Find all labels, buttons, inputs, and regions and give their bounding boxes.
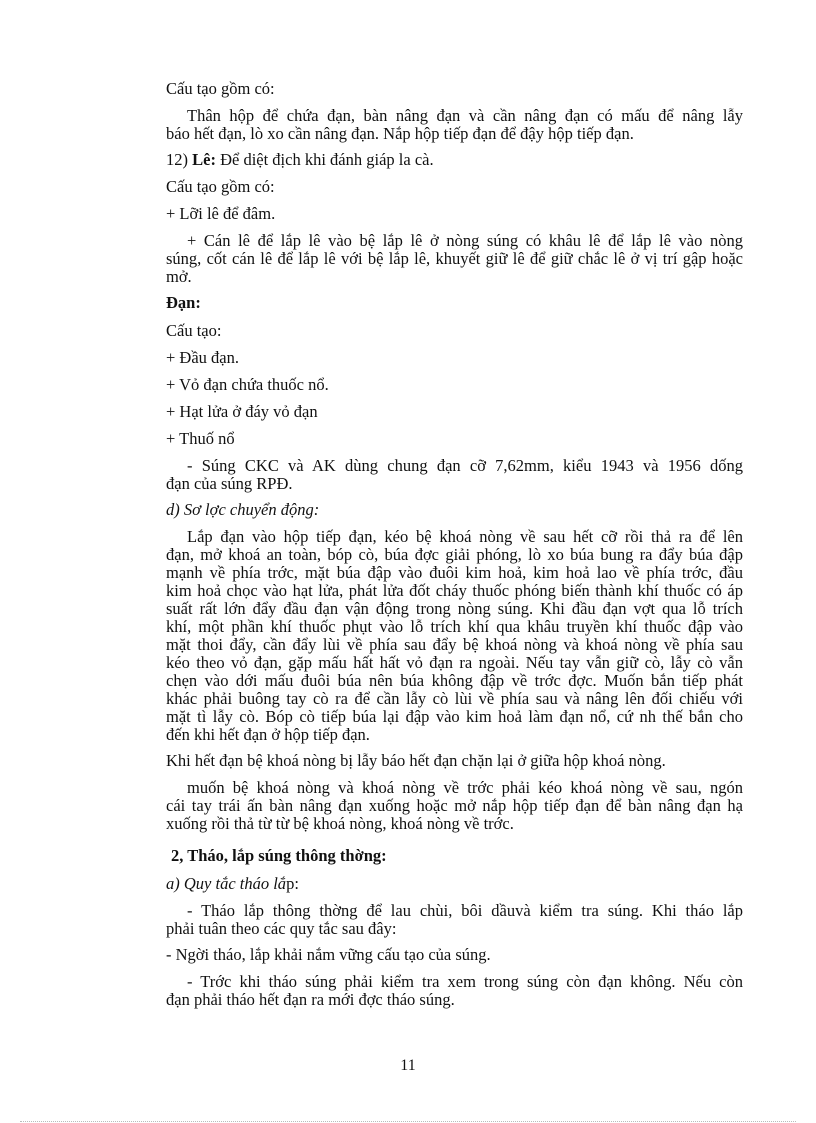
text-line: mở. xyxy=(166,267,192,286)
text-line: mạnh về phía trớc, mặt búa đập vào đuôi kim hoả, kim hoả lao về phía trớc, đầu xyxy=(166,563,743,582)
paragraph xyxy=(145,376,743,394)
paragraph xyxy=(145,946,743,964)
text-line: khí, một phần khí thuốc phụt vào lỗ trích khí qua khâu truyền khí thuốc đập vào xyxy=(166,617,743,636)
paragraph xyxy=(145,205,743,223)
text-line: + Đầu đạn. xyxy=(166,348,239,367)
text-line: muốn bệ khoá nòng và khoá nòng về trớc phải kéo khoá nòng về sau, ngón xyxy=(187,778,743,797)
text-line: phải tuân theo các quy tắc sau đây: xyxy=(166,919,397,938)
paragraph xyxy=(145,973,743,1009)
paragraph xyxy=(145,528,743,744)
text-line: đạn phải tháo hết đạn ra mới đợc tháo súng. xyxy=(166,990,455,1009)
text-line: Lắp đạn vào hộp tiếp đạn, kéo bệ khoá nòng về sau hết cỡ rồi thả ra để lên xyxy=(187,527,743,546)
heading-text: p: xyxy=(286,874,299,893)
text-line: kéo theo vỏ đạn, gặp mấu hất hất vỏ đạn ra ngoài. Nếu tay vẫn giữ cò, lẫy cò vẫn xyxy=(166,653,743,672)
paragraph xyxy=(145,430,743,448)
text-line: - Súng CKC và AK dùng chung đạn cỡ 7,62mm, kiểu 1943 và 1956 dống xyxy=(187,456,743,475)
text-line: Thân hộp để chứa đạn, bàn nâng đạn và cần nâng đạn có mấu để nâng lẫy xyxy=(187,106,743,125)
text-line: mặt tì lẫy cò. Bóp cò tiếp búa lại đập vào kim hoả làm đạn nổ, cứ nh thế bắn cho xyxy=(166,707,743,726)
paragraph xyxy=(145,232,743,286)
text-line: đạn, mở khoá an toàn, bóp cò, búa đợc giải phóng, lò xo búa bung ra đẩy búa đập xyxy=(166,545,743,564)
text-line: súng, cốt cán lê để lắp lê với bệ lắp lê, khuyết giữ lê để giữ chắc lê ở vị trí gập hoặc xyxy=(166,249,743,268)
section-heading xyxy=(145,294,743,312)
text-line: mặt thoi đẩy, cần đẩy lùi về phía sau đẩy bệ khoá nòng và khoá nòng về phía sau xyxy=(166,635,743,654)
text-line: Cấu tạo gồm có: xyxy=(166,177,275,196)
text-line: khác phải buông tay cò ra để cần lẫy cò lùi về phía sau và nâng lên đối chiếu với xyxy=(166,689,743,708)
text-line: báo hết đạn, lò xo cần nâng đạn. Nắp hộp tiếp đạn để đậy hộp tiếp đạn. xyxy=(166,124,634,143)
page-number: 11 xyxy=(400,1057,416,1074)
text-line: - Ngời tháo, lắp khải nắm vững cấu tạo của súng. xyxy=(166,945,491,964)
text-line: cái tay trái ấn bàn nâng đạn xuống hoặc mở nắp hộp tiếp đạn để bàn nâng đạn hạ xyxy=(166,796,743,815)
heading-text: d) Sơ lợc chuyển động: xyxy=(166,500,320,519)
text-line: + Hạt lửa ở đáy vỏ đạn xyxy=(166,402,318,421)
paragraph xyxy=(145,902,743,938)
section-heading xyxy=(145,847,743,865)
text-line: + Cán lê để lắp lê vào bệ lắp lê ở nòng súng có khâu lê để lắp lê vào nòng xyxy=(187,231,743,250)
page-bottom-divider xyxy=(20,1121,796,1122)
text-line: + Vỏ đạn chứa thuốc nổ. xyxy=(166,375,329,394)
paragraph xyxy=(145,349,743,367)
paragraph xyxy=(145,403,743,421)
paragraph xyxy=(145,752,743,770)
text-line: suất rất lớn đẩy đầu đạn vận động trong nòng súng. Khi đầu đạn vợt qua lỗ trích xyxy=(166,599,743,618)
text-line: Khi hết đạn bệ khoá nòng bị lẫy báo hết đạn chặn lại ở giữa hộp khoá nòng. xyxy=(166,751,666,770)
paragraph xyxy=(145,151,743,169)
text-line: + Thuố nổ xyxy=(166,429,235,448)
text-line: chẹn vào dới mấu đuôi búa nên búa không đập về trớc đợc. Muốn bắn tiếp phát xyxy=(166,671,743,690)
text-line: - Tháo lắp thông thờng để lau chùi, bôi dầuvà kiểm tra súng. Khi tháo lắp xyxy=(187,901,743,920)
subsection-heading xyxy=(145,875,743,893)
subsection-heading xyxy=(145,501,743,519)
paragraph xyxy=(145,107,743,143)
heading-text: 2, Tháo, lắp súng thông thờng: xyxy=(171,846,387,865)
page-content xyxy=(145,80,743,1017)
text-line: Để diệt địch khi đánh giáp la cà. xyxy=(220,150,434,169)
heading-text: a) Quy tắc tháo lắ xyxy=(166,874,287,893)
text-line: kim hoả chọc vào hạt lửa, phát lửa đốt cháy thuốc phóng biến thành khí thuốc có áp xyxy=(166,581,743,600)
paragraph xyxy=(145,178,743,196)
text-line: - Trớc khi tháo súng phải kiểm tra xem trong súng còn đạn không. Nếu còn xyxy=(187,972,743,991)
text-line: đạn của súng RPĐ. xyxy=(166,474,293,493)
item-title: Lê: xyxy=(192,150,216,169)
text-line: Cấu tạo: xyxy=(166,321,222,340)
text-line: Cấu tạo gồm có: xyxy=(166,79,275,98)
text-line: + Lỡi lê để đâm. xyxy=(166,204,276,223)
text-line: đến khi hết đạn ở hộp tiếp đạn. xyxy=(166,725,370,744)
paragraph xyxy=(145,457,743,493)
paragraph xyxy=(145,80,743,98)
paragraph xyxy=(145,779,743,833)
heading-text: Đạn: xyxy=(166,293,201,312)
text-line: xuống rồi thả từ từ bệ khoá nòng, khoá nòng về trớc. xyxy=(166,814,514,833)
paragraph xyxy=(145,322,743,340)
item-number: 12) xyxy=(166,150,188,169)
